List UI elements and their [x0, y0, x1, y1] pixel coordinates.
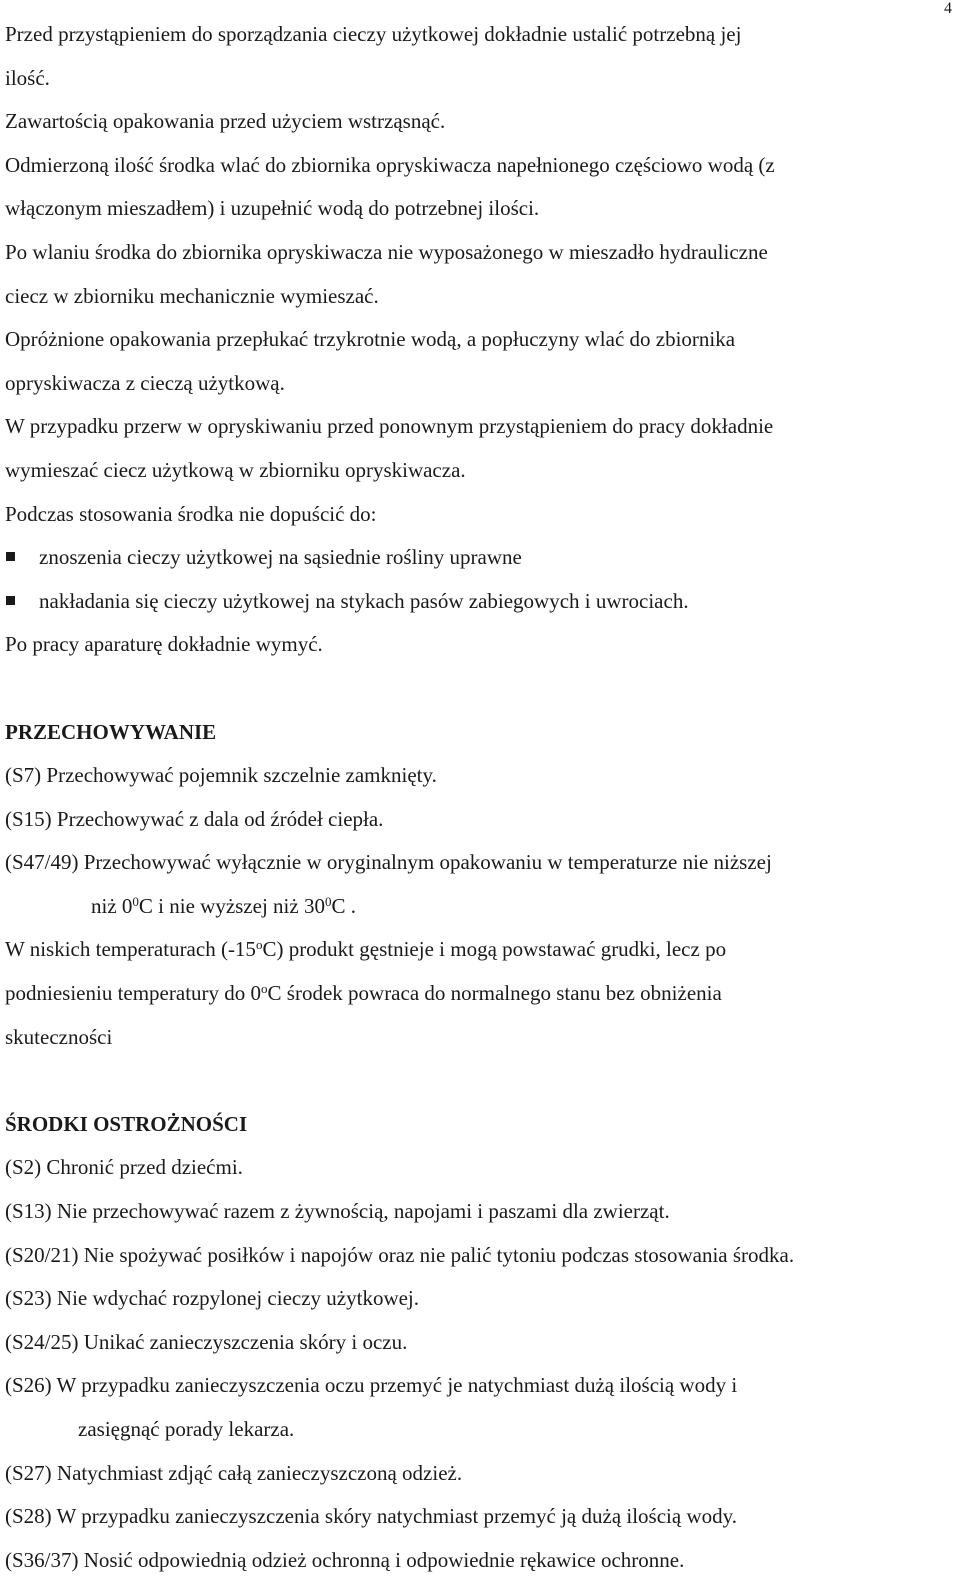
- storage-line: [5, 934, 955, 978]
- storage-line: [5, 891, 955, 935]
- storage-line: skuteczności: [5, 1024, 113, 1049]
- storage-line: [5, 978, 955, 1022]
- bullet-text: nakładania się cieczy użytkowej na stykach pasów zabiegowych i uwrociach.: [39, 588, 689, 613]
- storage-heading: PRZECHOWYWANIE: [5, 719, 217, 744]
- precaution-line: (S28) W przypadku zanieczyszczenia skóry natychmiast przemyć ją dużą ilością wody.: [5, 1504, 738, 1529]
- text-fragment: W niskich temperaturach (-15: [5, 937, 256, 962]
- precaution-line: (S27) Natychmiast zdjąć całą zanieczyszczoną odzież.: [5, 1460, 463, 1485]
- superscript: 0: [132, 893, 139, 909]
- usage-line: ciecz w zbiorniku mechanicznie wymieszać.: [5, 283, 379, 308]
- usage-line: Podczas stosowania środka nie dopuścić do:: [5, 501, 377, 526]
- usage-line: Po wlaniu środka do zbiornika opryskiwacza nie wyposażonego w mieszadło hydrauliczne: [5, 239, 768, 264]
- text-fragment: C .: [331, 893, 356, 918]
- usage-line: Przed przystąpieniem do sporządzania cieczy użytkowej dokładnie ustalić potrzebną jej: [5, 22, 742, 46]
- storage-line: (S15) Przechowywać z dala od źródeł ciepła.: [5, 806, 384, 831]
- precautions-heading: ŚRODKI OSTROŻNOŚCI: [5, 1111, 248, 1136]
- bullet-item: [5, 586, 955, 630]
- text-fragment: C i nie wyższej niż 30: [138, 893, 325, 918]
- superscript: 0: [324, 893, 332, 909]
- usage-line: wymieszać ciecz użytkową w zbiorniku opryskiwacza.: [5, 457, 466, 482]
- precaution-line: (S26) W przypadku zanieczyszczenia oczu przemyć je natychmiast dużą ilością wody i: [5, 1373, 738, 1398]
- square-bullet-icon: [6, 596, 15, 605]
- usage-line: Opróżnione opakowania przepłukać trzykrotnie wodą, a popłuczyny wlać do zbiornika: [5, 327, 736, 352]
- text-fragment: niż 0: [91, 893, 133, 918]
- usage-line: ilość.: [5, 65, 50, 90]
- bullet-text: znoszenia cieczy użytkowej na sąsiednie rośliny uprawne: [39, 545, 522, 570]
- precaution-line: (S36/37) Nosić odpowiednią odzież ochronną i odpowiednie rękawice ochronne.: [5, 1547, 685, 1572]
- precaution-line: (S13) Nie przechowywać razem z żywnością, napojami i paszami dla zwierząt.: [5, 1199, 670, 1224]
- storage-section: [5, 717, 955, 1066]
- superscript: o: [261, 981, 268, 997]
- superscript: o: [255, 937, 263, 953]
- usage-line: W przypadku przerw w opryskiwaniu przed ponownym przystąpieniem do pracy dokładnie: [5, 414, 774, 439]
- spacer: [5, 1065, 955, 1109]
- usage-line: Po pracy aparaturę dokładnie wymyć.: [5, 632, 323, 657]
- usage-line: Zawartością opakowania przed użyciem wstrząsnąć.: [5, 109, 446, 134]
- storage-line: (S7) Przechowywać pojemnik szczelnie zamknięty.: [5, 763, 437, 788]
- text-fragment: C) produkt gęstnieje i mogą powstawać grudki, lecz po: [262, 937, 727, 962]
- spacer: [5, 673, 955, 717]
- text-fragment: C środek powraca do normalnego stanu bez obniżenia: [267, 981, 722, 1006]
- precaution-line: (S20/21) Nie spożywać posiłków i napojów oraz nie palić tytoniu podczas stosowania środka.: [5, 1242, 795, 1267]
- bullet-item: [5, 542, 955, 586]
- usage-line: opryskiwacza z cieczą użytkową.: [5, 370, 285, 395]
- precautions-section: [5, 1109, 955, 1588]
- usage-line: Odmierzoną ilość środka wlać do zbiornika opryskiwacza napełnionego częściowo wodą (z: [5, 152, 775, 177]
- page-number: 4: [944, 0, 952, 17]
- precaution-line: zasięgnąć porady lekarza.: [78, 1417, 295, 1441]
- precaution-line: (S23) Nie wdychać rozpylonej cieczy użytkowej.: [5, 1286, 420, 1311]
- precaution-line: (S2) Chronić przed dziećmi.: [5, 1155, 243, 1180]
- storage-line: (S47/49) Przechowywać wyłącznie w oryginalnym opakowaniu w temperaturze nie niższej: [5, 850, 772, 875]
- precaution-line: (S24/25) Unikać zanieczyszczenia skóry i oczu.: [5, 1329, 408, 1354]
- usage-section: [5, 19, 955, 673]
- text-fragment: podniesieniu temperatury do 0: [5, 981, 262, 1006]
- square-bullet-icon: [6, 552, 15, 561]
- document-body: [5, 19, 955, 1588]
- usage-line: włączonym mieszadłem) i uzupełnić wodą do potrzebnej ilości.: [5, 196, 540, 221]
